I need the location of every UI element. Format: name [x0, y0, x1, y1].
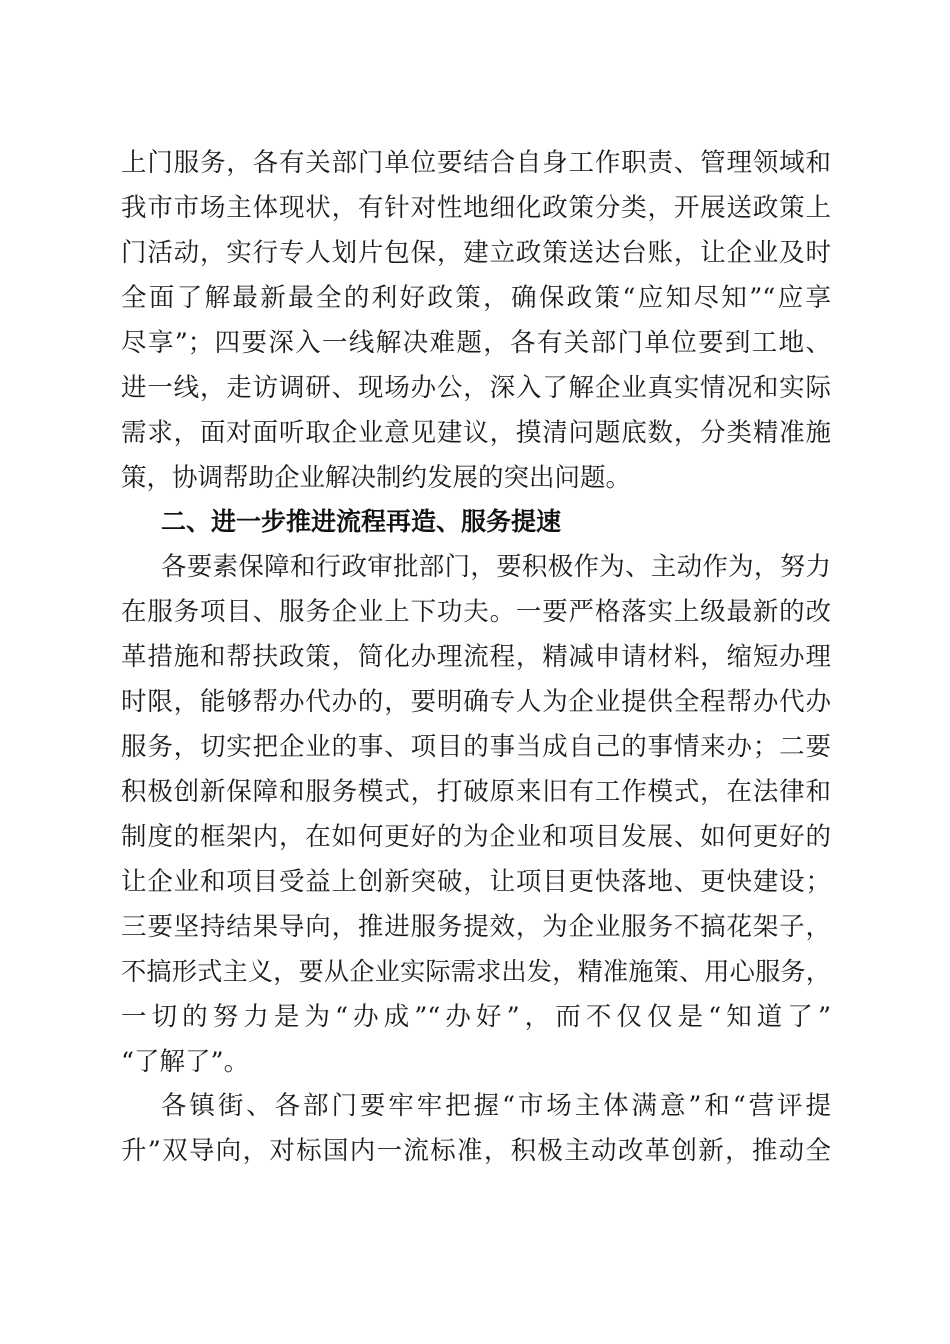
paragraph-line: 不搞形式主义，要从企业实际需求出发，精准施策、用心服务， — [121, 957, 831, 986]
paragraph-line: 一切的努力是为“办成”“办好”，而不仅仅是“知道了” — [121, 1002, 831, 1032]
paragraph-line: 进一线，走访调研、现场办公，深入了解企业真实情况和实际 — [121, 373, 831, 403]
section-heading: 二、进一步推进流程再造、服务提速 — [161, 507, 562, 536]
paragraph-line: “了解了”。 — [121, 1047, 250, 1077]
paragraph-line: 时限，能够帮办代办的，要明确专人为企业提供全程帮办代办 — [121, 687, 831, 717]
paragraph-line: 服务，切实把企业的事、项目的事当成自己的事情来办；二要 — [121, 732, 831, 762]
paragraph-line: 尽享”；四要深入一线解决难题，各有关部门单位要到工地、 — [121, 328, 831, 358]
paragraph-line: 三要坚持结果导向，推进服务提效，为企业服务不搞花架子， — [121, 912, 831, 942]
paragraph-line: 各镇街、各部门要牢牢把握“市场主体满意”和“营评提 — [161, 1091, 831, 1121]
paragraph-line: 需求，面对面听取企业意见建议，摸清问题底数，分类精准施 — [121, 418, 831, 448]
paragraph-line: 革措施和帮扶政策，简化办理流程，精减申请材料，缩短办理 — [121, 642, 831, 672]
paragraph-line: 在服务项目、服务企业上下功夫。一要严格落实上级最新的改 — [121, 597, 831, 627]
paragraph-line: 积极创新保障和服务模式，打破原来旧有工作模式，在法律和 — [121, 777, 831, 807]
paragraph-line: 让企业和项目受益上创新突破，让项目更快落地、更快建设； — [121, 867, 831, 897]
paragraph-line: 我市市场主体现状，有针对性地细化政策分类，开展送政策上 — [121, 193, 831, 223]
paragraph-line: 上门服务，各有关部门单位要结合自身工作职责、管理领域和 — [121, 148, 831, 178]
paragraph-line: 升”双导向，对标国内一流标准，积极主动改革创新，推动全 — [121, 1136, 831, 1166]
paragraph-line: 制度的框架内，在如何更好的为企业和项目发展、如何更好的 — [121, 822, 831, 852]
paragraph-line: 各要素保障和行政审批部门，要积极作为、主动作为，努力 — [161, 552, 831, 582]
paragraph-line: 策，协调帮助企业解决制约发展的突出问题。 — [121, 463, 632, 493]
paragraph-line: 门活动，实行专人划片包保，建立政策送达台账，让企业及时 — [121, 238, 831, 268]
paragraph-line: 全面了解最新最全的利好政策，确保政策“应知尽知”“应享 — [121, 283, 831, 313]
